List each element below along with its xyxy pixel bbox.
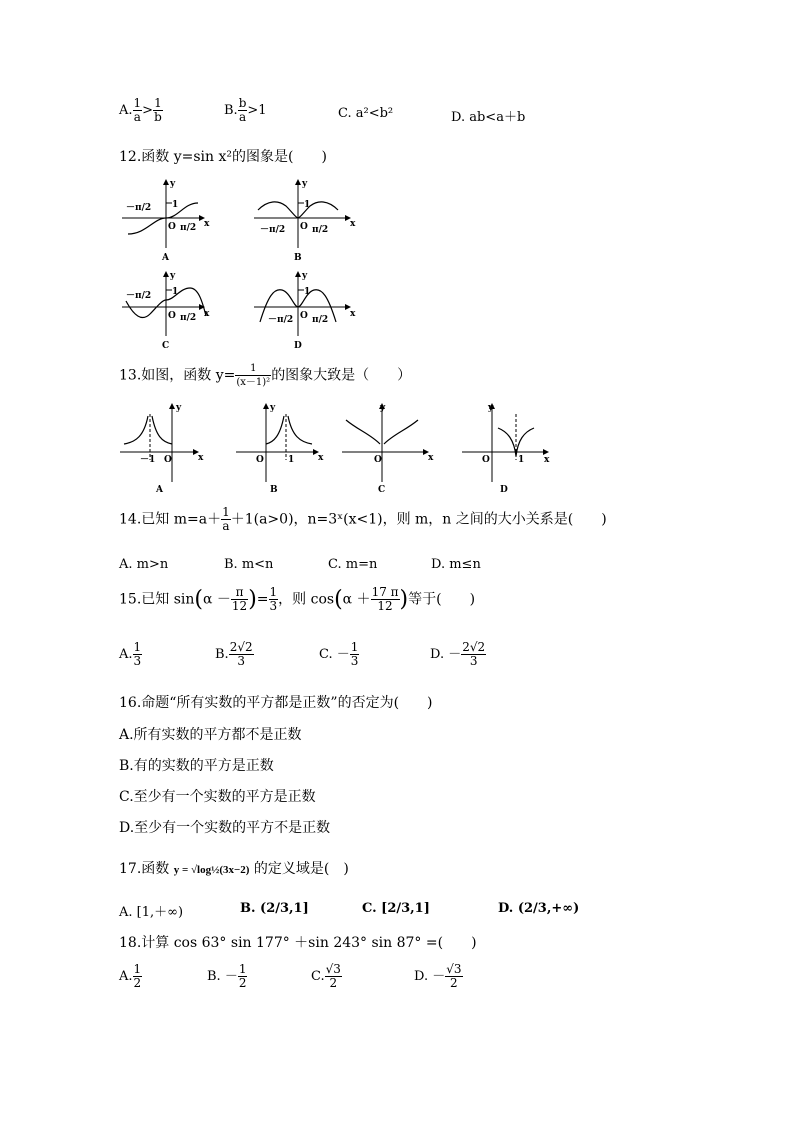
q13-graph-d	[462, 403, 550, 495]
q16-option-a: A.所有实数的平方都不是正数	[119, 727, 302, 743]
svg-text:x: x	[350, 309, 356, 319]
svg-text:B: B	[294, 253, 302, 263]
q14-option-b: B. m<n	[224, 557, 274, 572]
svg-text:1: 1	[304, 200, 311, 210]
svg-text:π/2: π/2	[312, 225, 329, 235]
q15-option-c: C. － $\frac{1}{3}$	[319, 640, 359, 668]
q13-graph-a	[120, 403, 204, 495]
q13-graphs	[118, 400, 558, 500]
svg-text:x: x	[350, 219, 356, 229]
svg-text:y: y	[302, 179, 308, 189]
q12-stem: 12.函数 y=sin x²的图象是( )	[119, 149, 327, 165]
svg-text:y: y	[302, 271, 308, 281]
q16-option-d: D.至少有一个实数的平方不是正数	[119, 820, 331, 836]
q18-stem: 18.计算 cos 63° sin 177° ＋sin 243° sin 87° =( )	[119, 935, 477, 951]
svg-text:1: 1	[518, 455, 525, 465]
svg-text:C: C	[378, 485, 386, 495]
svg-text:π/2: π/2	[312, 315, 329, 325]
svg-text:y: y	[270, 403, 276, 413]
q18-option-b: B. － $\frac{1}{2}$	[207, 962, 247, 990]
q14-option-d: D. m≤n	[431, 557, 481, 572]
svg-text:A: A	[156, 485, 163, 495]
q15-option-a: A. $\frac{1}{3}$	[119, 640, 142, 668]
svg-text:O: O	[164, 455, 172, 465]
svg-text:O: O	[256, 455, 264, 465]
svg-text:x: x	[204, 219, 210, 229]
q11-option-c: C. a²<b²	[338, 106, 394, 121]
q11-option-a: A. $\frac{1}{a}$ > $\frac{1}{b}$	[119, 96, 162, 124]
q12-graph-c	[122, 271, 210, 351]
svg-text:C: C	[162, 341, 170, 351]
q17-option-c: C. [2/3,1]	[362, 901, 430, 916]
svg-text:x: x	[428, 453, 434, 463]
svg-text:1: 1	[172, 200, 179, 210]
q17-option-d: D. (2/3,+∞)	[498, 901, 580, 916]
q15-stem: 15.已知 sin(α － $\frac{\pi}{12}$ )= $\frac{1}{3}$ ，则 cos(α ＋ $\frac{17 \pi}{12}$ )等于( )	[119, 585, 476, 613]
svg-text:B: B	[270, 485, 278, 495]
svg-text:x: x	[198, 453, 204, 463]
svg-text:y: y	[488, 403, 494, 413]
svg-text:O: O	[300, 222, 308, 232]
q11-option-d: D. ab<a＋b	[451, 110, 526, 125]
svg-text:O: O	[482, 455, 490, 465]
svg-text:O: O	[168, 222, 176, 232]
svg-text:x: x	[544, 455, 550, 465]
svg-text:π/2: π/2	[180, 313, 197, 323]
svg-text:－π/2: －π/2	[126, 291, 152, 301]
svg-text:O: O	[374, 455, 382, 465]
q12-graph-a	[122, 179, 210, 263]
q14-option-a: A. m>n	[119, 557, 169, 572]
q14-stem: 14.已知 m=a＋ $\frac{1}{a}$ ＋1(a>0)，n=3ˣ(x<1)，则 m，n 之间的大小关系是( )	[119, 505, 607, 533]
q13-graph-c	[342, 403, 434, 495]
svg-text:O: O	[168, 311, 176, 321]
q13-stem: 13.如图，函数 y= $\frac{1}{\text{(x－1)²}}$ 的图象大致是（ ）	[119, 363, 412, 388]
q13-graph-b	[236, 403, 324, 495]
svg-text:D: D	[500, 485, 508, 495]
svg-text:1: 1	[304, 287, 311, 297]
svg-text:－π/2: －π/2	[126, 203, 152, 213]
q15-option-d: D. － $\frac{2√2}{3}$	[430, 640, 486, 668]
q18-option-d: D. － $\frac{√3}{2}$	[414, 962, 462, 990]
svg-text:1: 1	[172, 287, 179, 297]
svg-text:y: y	[170, 179, 176, 189]
q17-option-a: A. [1,＋∞)	[119, 905, 184, 920]
q15-option-b: B. $\frac{2√2}{3}$	[215, 640, 253, 668]
svg-text:π/2: π/2	[180, 223, 197, 233]
q18-option-a: A. $\frac{1}{2}$	[119, 962, 142, 990]
svg-text:O: O	[300, 311, 308, 321]
svg-text:y: y	[170, 271, 176, 281]
q18-option-c: C. $\frac{√3}{2}$	[311, 962, 341, 990]
q17-option-b: B. (2/3,1]	[240, 901, 309, 916]
q12-graphs	[118, 176, 358, 352]
q17-formula: y = √log½(3x−2)	[173, 864, 250, 876]
svg-text:D: D	[294, 341, 302, 351]
svg-text:x: x	[204, 309, 210, 319]
svg-text:y: y	[380, 403, 386, 413]
q14-option-c: C. m=n	[328, 557, 378, 572]
q17-stem: 17.函数 y = √log½(3x−2) 的定义域是( )	[119, 861, 349, 877]
svg-text:－1: －1	[140, 455, 156, 465]
svg-text:－π/2: －π/2	[268, 315, 294, 325]
q16-option-b: B.有的实数的平方是正数	[119, 758, 274, 774]
svg-text:x: x	[318, 453, 324, 463]
q11-option-b: B. $\frac{b}{a}$ >1	[224, 96, 267, 124]
svg-text:－π/2: －π/2	[260, 225, 286, 235]
svg-text:A: A	[162, 253, 169, 263]
svg-text:1: 1	[288, 455, 295, 465]
q16-option-c: C.至少有一个实数的平方是正数	[119, 789, 316, 805]
svg-text:y: y	[176, 403, 182, 413]
q12-graph-b	[254, 179, 356, 263]
q16-stem: 16.命题“所有实数的平方都是正数”的否定为( )	[119, 695, 433, 711]
q12-graph-d	[254, 271, 356, 351]
